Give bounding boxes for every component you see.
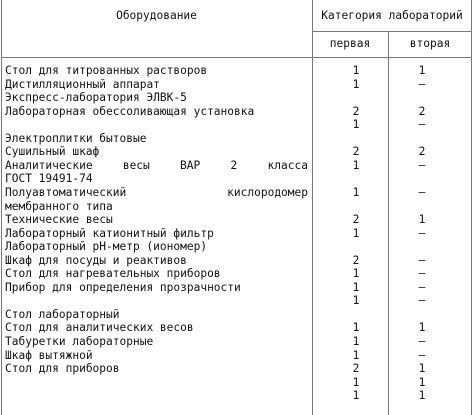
first-category-value: 2 (352, 145, 360, 158)
first-category-value: 1 (352, 376, 360, 389)
row-name: Прибор для определения прозрачности (5, 281, 241, 294)
row-name: мембранного типа (5, 200, 113, 213)
second-category-value: – (418, 227, 426, 240)
row-name: Лабораторный катионитный фильтр (5, 227, 214, 240)
second-category-value: 1 (418, 64, 426, 77)
first-category-value: 2 (352, 362, 360, 375)
row-name: Сушильный шкаф (5, 145, 100, 158)
header-bottom-line (1, 57, 472, 58)
first-category-value: 2 (352, 254, 360, 267)
row-name: Стол для нагревательных приборов (5, 267, 221, 280)
row-name: Стол для приборов (5, 362, 120, 375)
first-category-value: 1 (352, 227, 360, 240)
first-category-value: 1 (352, 389, 360, 402)
second-category-value: – (418, 349, 426, 362)
first-category-value: 1 (352, 335, 360, 348)
row-name-part: Аналитические (5, 159, 93, 172)
second-category-value: – (418, 118, 426, 131)
row-name: Лабораторный рН-метр (иономер) (5, 240, 208, 253)
second-category-value: – (418, 186, 426, 199)
second-category-value: – (418, 335, 426, 348)
table-border-right (471, 0, 472, 415)
row-name: Стол лабораторный (5, 308, 120, 321)
row-name: ГОСТ 19491-74 (5, 172, 93, 185)
second-category-value: – (418, 78, 426, 91)
row-name-part: 2 (230, 159, 238, 172)
second-category-value: 1 (418, 376, 426, 389)
row-name: Электроплитки бытовые (5, 132, 147, 145)
first-category-value: 1 (352, 267, 360, 280)
first-category-value: 1 (352, 321, 360, 334)
second-category-value: – (418, 254, 426, 267)
first-category-header: первая (329, 37, 371, 50)
first-category-value: 1 (352, 186, 360, 199)
row-name: Шкаф вытяжной (5, 349, 93, 362)
second-category-value: – (418, 281, 426, 294)
row-name: Лабораторная обессоливающая установка (5, 105, 255, 118)
second-category-value: 1 (418, 213, 426, 226)
row-name-part: кислородомер (227, 186, 308, 199)
first-category-value: 1 (352, 78, 360, 91)
second-category-value: – (418, 159, 426, 172)
row-name: Стол для аналитических весов (5, 321, 194, 334)
row-name: Стол для титрованных растворов (5, 64, 208, 77)
column-divider-second (388, 31, 389, 415)
row-name-part: весы (122, 159, 150, 172)
row-name: Технические весы (5, 213, 113, 226)
second-category-value: 2 (418, 145, 426, 158)
first-category-value: 1 (352, 281, 360, 294)
second-category-value: 2 (418, 105, 426, 118)
row-name-part: Полуавтоматический (5, 186, 127, 199)
second-category-value: – (418, 267, 426, 280)
table-border-left (1, 0, 2, 415)
row-name: Табуретки лабораторные (5, 335, 154, 348)
row-name (5, 159, 308, 173)
equipment-column-header: Оборудование (116, 9, 197, 22)
first-category-value: 1 (352, 294, 360, 307)
first-category-value: 2 (352, 213, 360, 226)
first-category-value: 1 (352, 118, 360, 131)
first-category-value: 1 (352, 159, 360, 172)
second-category-value: 1 (418, 362, 426, 375)
first-category-value: 1 (352, 64, 360, 77)
row-name-part: класса (267, 159, 308, 172)
second-category-value: 1 (418, 321, 426, 334)
category-column-header: Категория лабораторий (321, 9, 463, 22)
category-header-divider (312, 31, 472, 32)
row-name: Экспресс-лаборатория ЭЛВК-5 (5, 91, 187, 104)
row-name: Шкаф для посуды и реактивов (5, 254, 187, 267)
second-category-value: 1 (418, 389, 426, 402)
second-category-header: вторая (409, 37, 451, 50)
row-name (5, 186, 308, 200)
row-name-part: ВАР (180, 159, 201, 172)
column-divider-category (312, 0, 313, 415)
row-name: Дистилляционный аппарат (5, 78, 160, 91)
second-category-value: – (418, 294, 426, 307)
first-category-value: 2 (352, 105, 360, 118)
first-category-value: 1 (352, 349, 360, 362)
